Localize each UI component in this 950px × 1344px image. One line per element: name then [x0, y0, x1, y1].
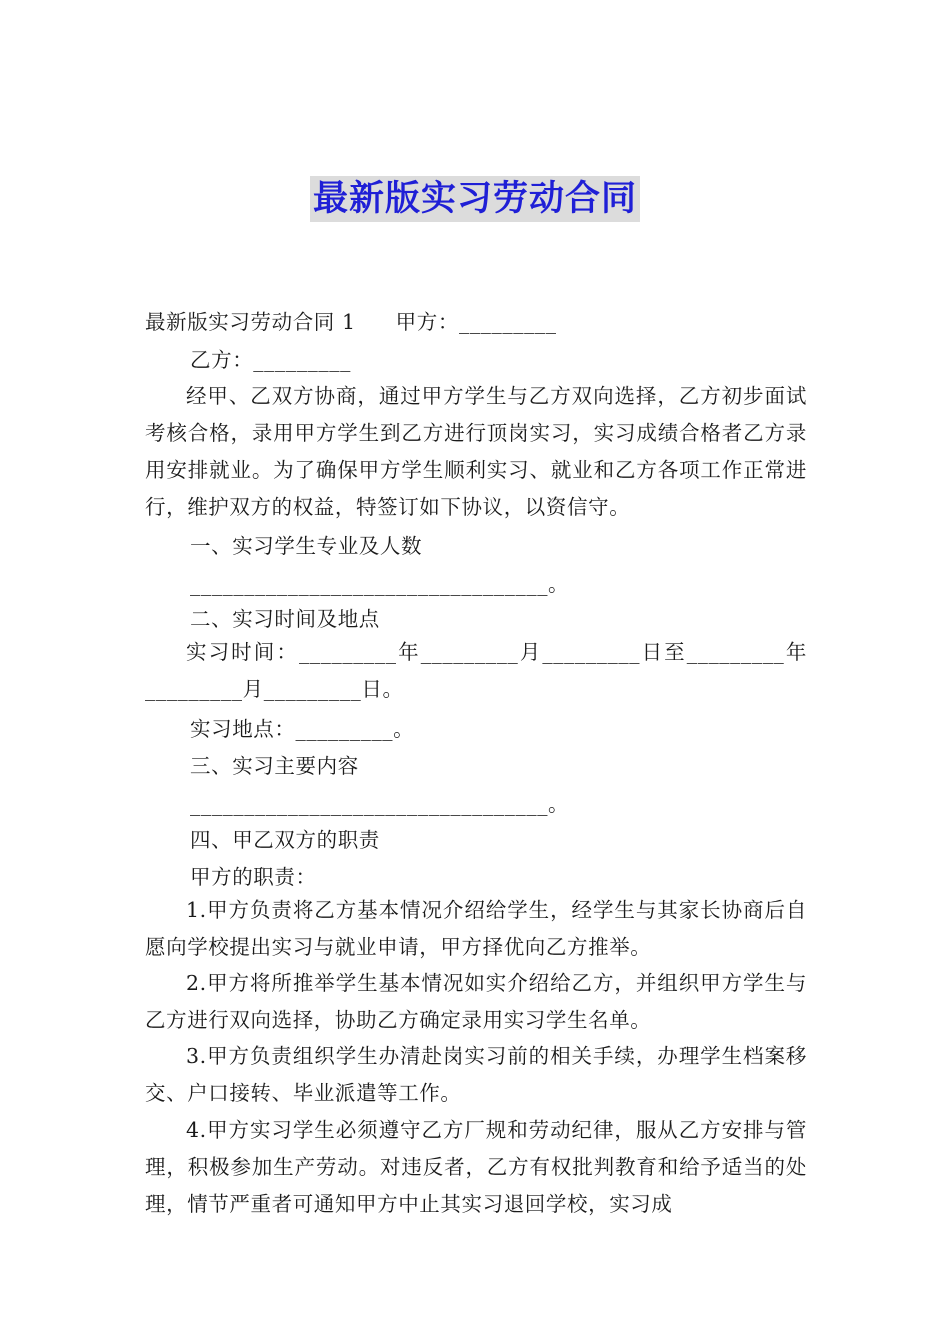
section1-heading: 一、实习学生专业及人数 — [190, 534, 423, 558]
intro-line — [145, 308, 557, 336]
section2-place: 实习地点：_________。 — [190, 717, 415, 741]
section3-blank: _________________________________。 — [190, 792, 570, 816]
section2-heading: 二、实习时间及地点 — [190, 607, 380, 631]
duty-item-3: 3.甲方负责组织学生办清赴岗实习前的相关手续，办理学生档案移交、户口接转、毕业派遣等工作。 — [145, 1044, 807, 1105]
duty-item-2: 2.甲方将所推举学生基本情况如实介绍给乙方，并组织甲方学生与乙方进行双向选择，协助乙方确定录用实习学生名单。 — [145, 971, 807, 1032]
duty-item-4: 4.甲方实习学生必须遵守乙方厂规和劳动纪律，服从乙方安排与管理，积极参加生产劳动。对违反者，乙方有权批判教育和给予适当的处理，情节严重者可通知甲方中止其实习退回学校，实习成 — [145, 1118, 807, 1216]
duty-item-1: 1.甲方负责将乙方基本情况介绍给学生，经学生与其家长协商后自愿向学校提出实习与就业申请，甲方择优向乙方推举。 — [145, 898, 807, 959]
document-title: 最新版实习劳动合同 — [310, 176, 640, 222]
section2-time: 实习时间：_________年_________月_________日至_________年_________月_________日。 — [145, 640, 807, 701]
party-b-field: 乙方：_________ — [190, 348, 351, 372]
contract-heading: 最新版实习劳动合同 1 — [145, 310, 356, 334]
section4-heading: 四、甲乙双方的职责 — [190, 828, 380, 852]
title-container — [0, 176, 950, 222]
section3-heading: 三、实习主要内容 — [190, 754, 359, 778]
preamble-paragraph: 经甲、乙双方协商，通过甲方学生与乙方双向选择，乙方初步面试考核合格，录用甲方学生到乙方进行顶岗实习，实习成绩合格者乙方录用安排就业。为了确保甲方学生顺利实习、就业和乙方各项工作正常进行，维护双方的权益，特签订如下协议，以资信守。 — [145, 384, 807, 519]
section1-blank: _________________________________。 — [190, 572, 570, 596]
party-a-field: 甲方：_________ — [395, 310, 557, 334]
section4-subheading: 甲方的职责： — [190, 865, 317, 889]
